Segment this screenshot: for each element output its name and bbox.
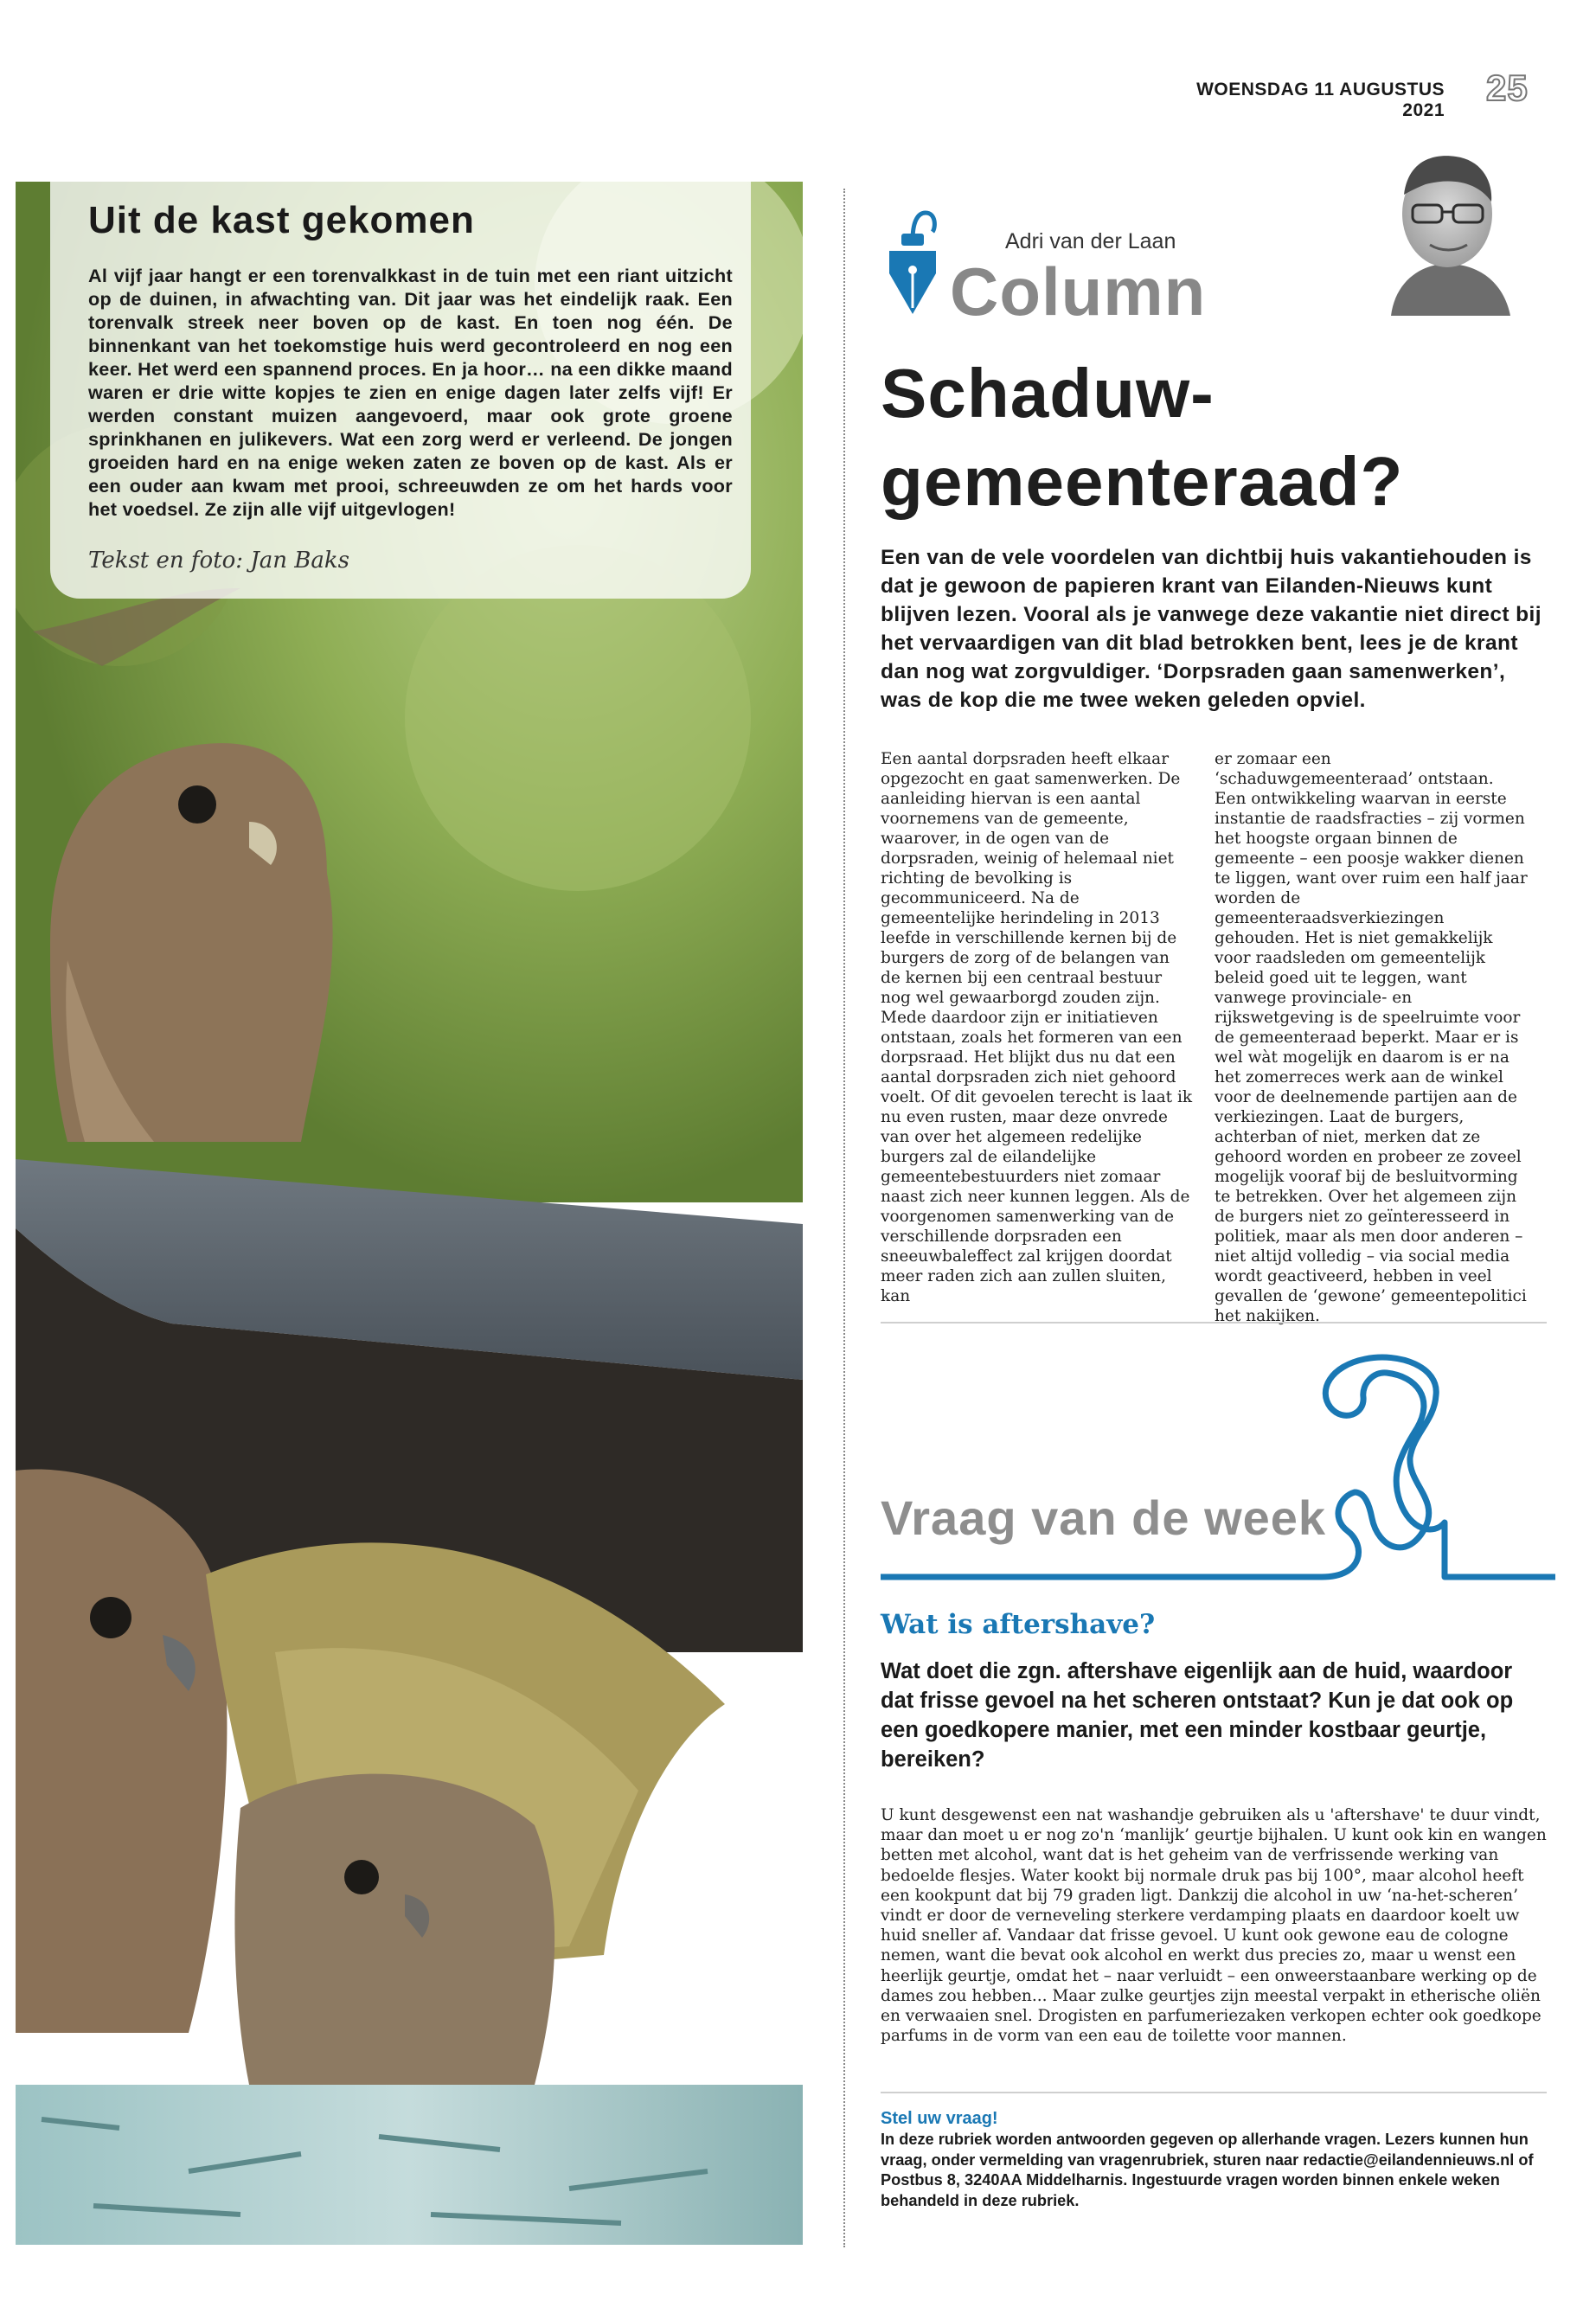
column-divider: [843, 189, 845, 2247]
author-portrait: [1374, 134, 1521, 320]
column-intro: Een van de vele voordelen van dichtbij huis vakantiehouden is dat je gewoon de papieren krant van Eilanden-Nieuws kunt blijven lezen. Vooral als je vanwege deze vakantie niet direct bij het vervaardigen van dit blad betrokken bent, lees je de krant dan nog wat zorgvuldiger. ‘Dorpsraden gaan samenwerken’, was de kop die me twee weken geleden opviel.: [881, 546, 1542, 712]
section-rule: [881, 1322, 1547, 1324]
column-headline: [881, 349, 1555, 526]
question-text: Wat doet die zgn. aftershave eigenlijk aan de huid, waardoor dat frisse gevoel na het scheren ontstaat? Kun je dat ook op een goedkopere manier, met een minder kostbaar geurtje, bereiken?: [881, 1659, 1514, 1772]
fountain-pen-mouse-icon: [882, 206, 943, 323]
headline-line-2: gemeenteraad?: [881, 443, 1404, 520]
answer-rule: [881, 2092, 1547, 2093]
question-title: Wat is aftershave?: [881, 1609, 1156, 1640]
column-body-1: Een aantal dorpsraden heeft elkaar opgezocht en gaat samenwerken. De aanleiding hiervan is een aantal voornemens van de gemeente, waarover, in de ogen van de dorpsraden, weinig of helemaal niet richting de bevolking is gecommuniceerd. Na de gemeentelijke herindeling in 2013 leefde in verschillende kernen bij de burgers de zorg of de belangen van de kernen bij een centraal bestuur nog wel gewaarborgd zouden zijn. Mede daardoor zijn er initiatieven ontstaan, zoals het formeren van een dorpsraad. Het blijkt dus nu dat een aantal dorpsraden zich niet gehoord voelt. Of dit gevoelen terecht is laat ik nu even rusten, maar deze onvrede van over het algemeen redelijke burgers zal de eilandelijke gemeentebestuurders niet zomaar naast zich neer kunnen leggen. Als de voorgenomen samenwerking van de verschillende dorpsraden een sneeuwbaleffect zal krijgen doordat meer raden zich aan zullen sluiten, kan: [881, 750, 1193, 1305]
column-author: Adri van der Laan: [1005, 229, 1176, 253]
column-label: Column: [950, 253, 1207, 330]
headline-line-1: Schaduw-: [881, 355, 1215, 432]
photo-credit: Tekst en foto: Jan Baks: [88, 548, 349, 574]
stel-uw-vraag-text: In deze rubriek worden antwoorden gegeven op allerhande vragen. Lezers kunnen hun vraag, onder vermelding van vragenrubriek, sturen naar redactie@eilandennieuws.nl of Postbus 8, 3240AA Middelharnis. Ingestuurde vragen worden binnen enkele weken behandeld in deze rubriek.: [881, 2131, 1534, 2209]
vraag-label: Vraag van de week: [881, 1490, 1327, 1545]
answer-text: U kunt desgewenst een nat washandje gebruiken als u 'aftershave' te duur vindt, maar dan moet u er nog zo'n ‘manlijk’ geurtje bijhalen. U kunt ook kin en wangen betten met alcohol, want dat is het geheim van de verfrissende werking van bedoelde flesjes. Water kookt bij normale druk pas bij 100°, maar alcohol heeft een kookpunt dat bij 79 graden ligt. Dankzij die alcohol in uw ‘na-het-scheren’ vindt er door de verneveling sterkere verdamping plaats en daardoor koelt uw huid sneller af. Vandaar dat frisse gevoel. U kunt ook gewone eau de cologne nemen, want die bevat ook alcohol en werkt dus precies zo, maar u wenst een heerlijk geurtje, omdat het – naar verluidt – een onweerstaanbare werking op de dames zou hebben... Maar zulke geurtjes zijn meestal verpakt in etherische oliën en verwaaien snel. Drogisten en parfumeriezaken verkopen echter ook goedkope parfums in de vorm van een eau de toilette voor mannen.: [881, 1806, 1547, 2046]
page-number: 25: [1486, 67, 1529, 108]
photo-text: Al vijf jaar hangt er een torenvalkkast in de tuin met een riant uitzicht op de duinen, in afwachting van. Dit jaar was het eindelijk raak. Een torenvalk streek neer boven op de kast. En toen nog één. De binnenkant van het toekomstige huis werd gecontroleerd en nog een keer. Het werd een spannend proces. En ja hoor… na een dikke maand waren er drie witte kopjes te zien en enige dagen later zelfs vijf! Er werden constant muizen aangevoerd, maar ook grote groene sprinkhanen en julikevers. Wat een zorg werd er verleend. De jongen groeiden hard en na enige weken zaten ze boven op de kast. Als er een ouder aan kwam met prooi, schreeuwden ze om het hards voor het voedsel. Ze zijn alle vijf uitgevlogen!: [88, 265, 733, 520]
page-date: WOENSDAG 11 AUGUSTUS 2021: [1196, 80, 1445, 120]
question-mark-icon: [881, 1354, 1555, 1592]
photo-title: Uit de kast gekomen: [88, 199, 475, 241]
stel-uw-vraag-title: Stel uw vraag!: [881, 2109, 998, 2128]
column-body-2: er zomaar een ‘schaduwgemeenteraad’ ontstaan. Een ontwikkeling waarvan in eerste instantie de raadsfracties – zij vormen het hoogste orgaan binnen de gemeente – een poosje wakker dienen te liggen, want over ruim een half jaar worden de gemeenteraadsverkiezingen gehouden. Het is niet gemakkelijk voor raadsleden om gemeentelijk beleid goed uit te leggen, want vanwege provinciale- en rijkswetgeving is de speelruimte voor de gemeenteraad beperkt. Maar er is wel wàt mogelijk en daarom is er na het zomerreces werk aan de winkel voor de deelnemende partijen aan de verkiezingen. Laat de burgers, achterban of niet, merken dat ze gehoord worden en probeer ze zoveel mogelijk vooraf bij de besluitvorming te betrekken. Over het algemeen zijn de burgers niet zo geïnteresseerd in politiek, maar als men door anderen – niet altijd volledig – via social media wordt geactiveerd, hebben in veel gevallen de ‘gewone’ gemeentepolitici het nakijken.: [1215, 750, 1528, 1325]
